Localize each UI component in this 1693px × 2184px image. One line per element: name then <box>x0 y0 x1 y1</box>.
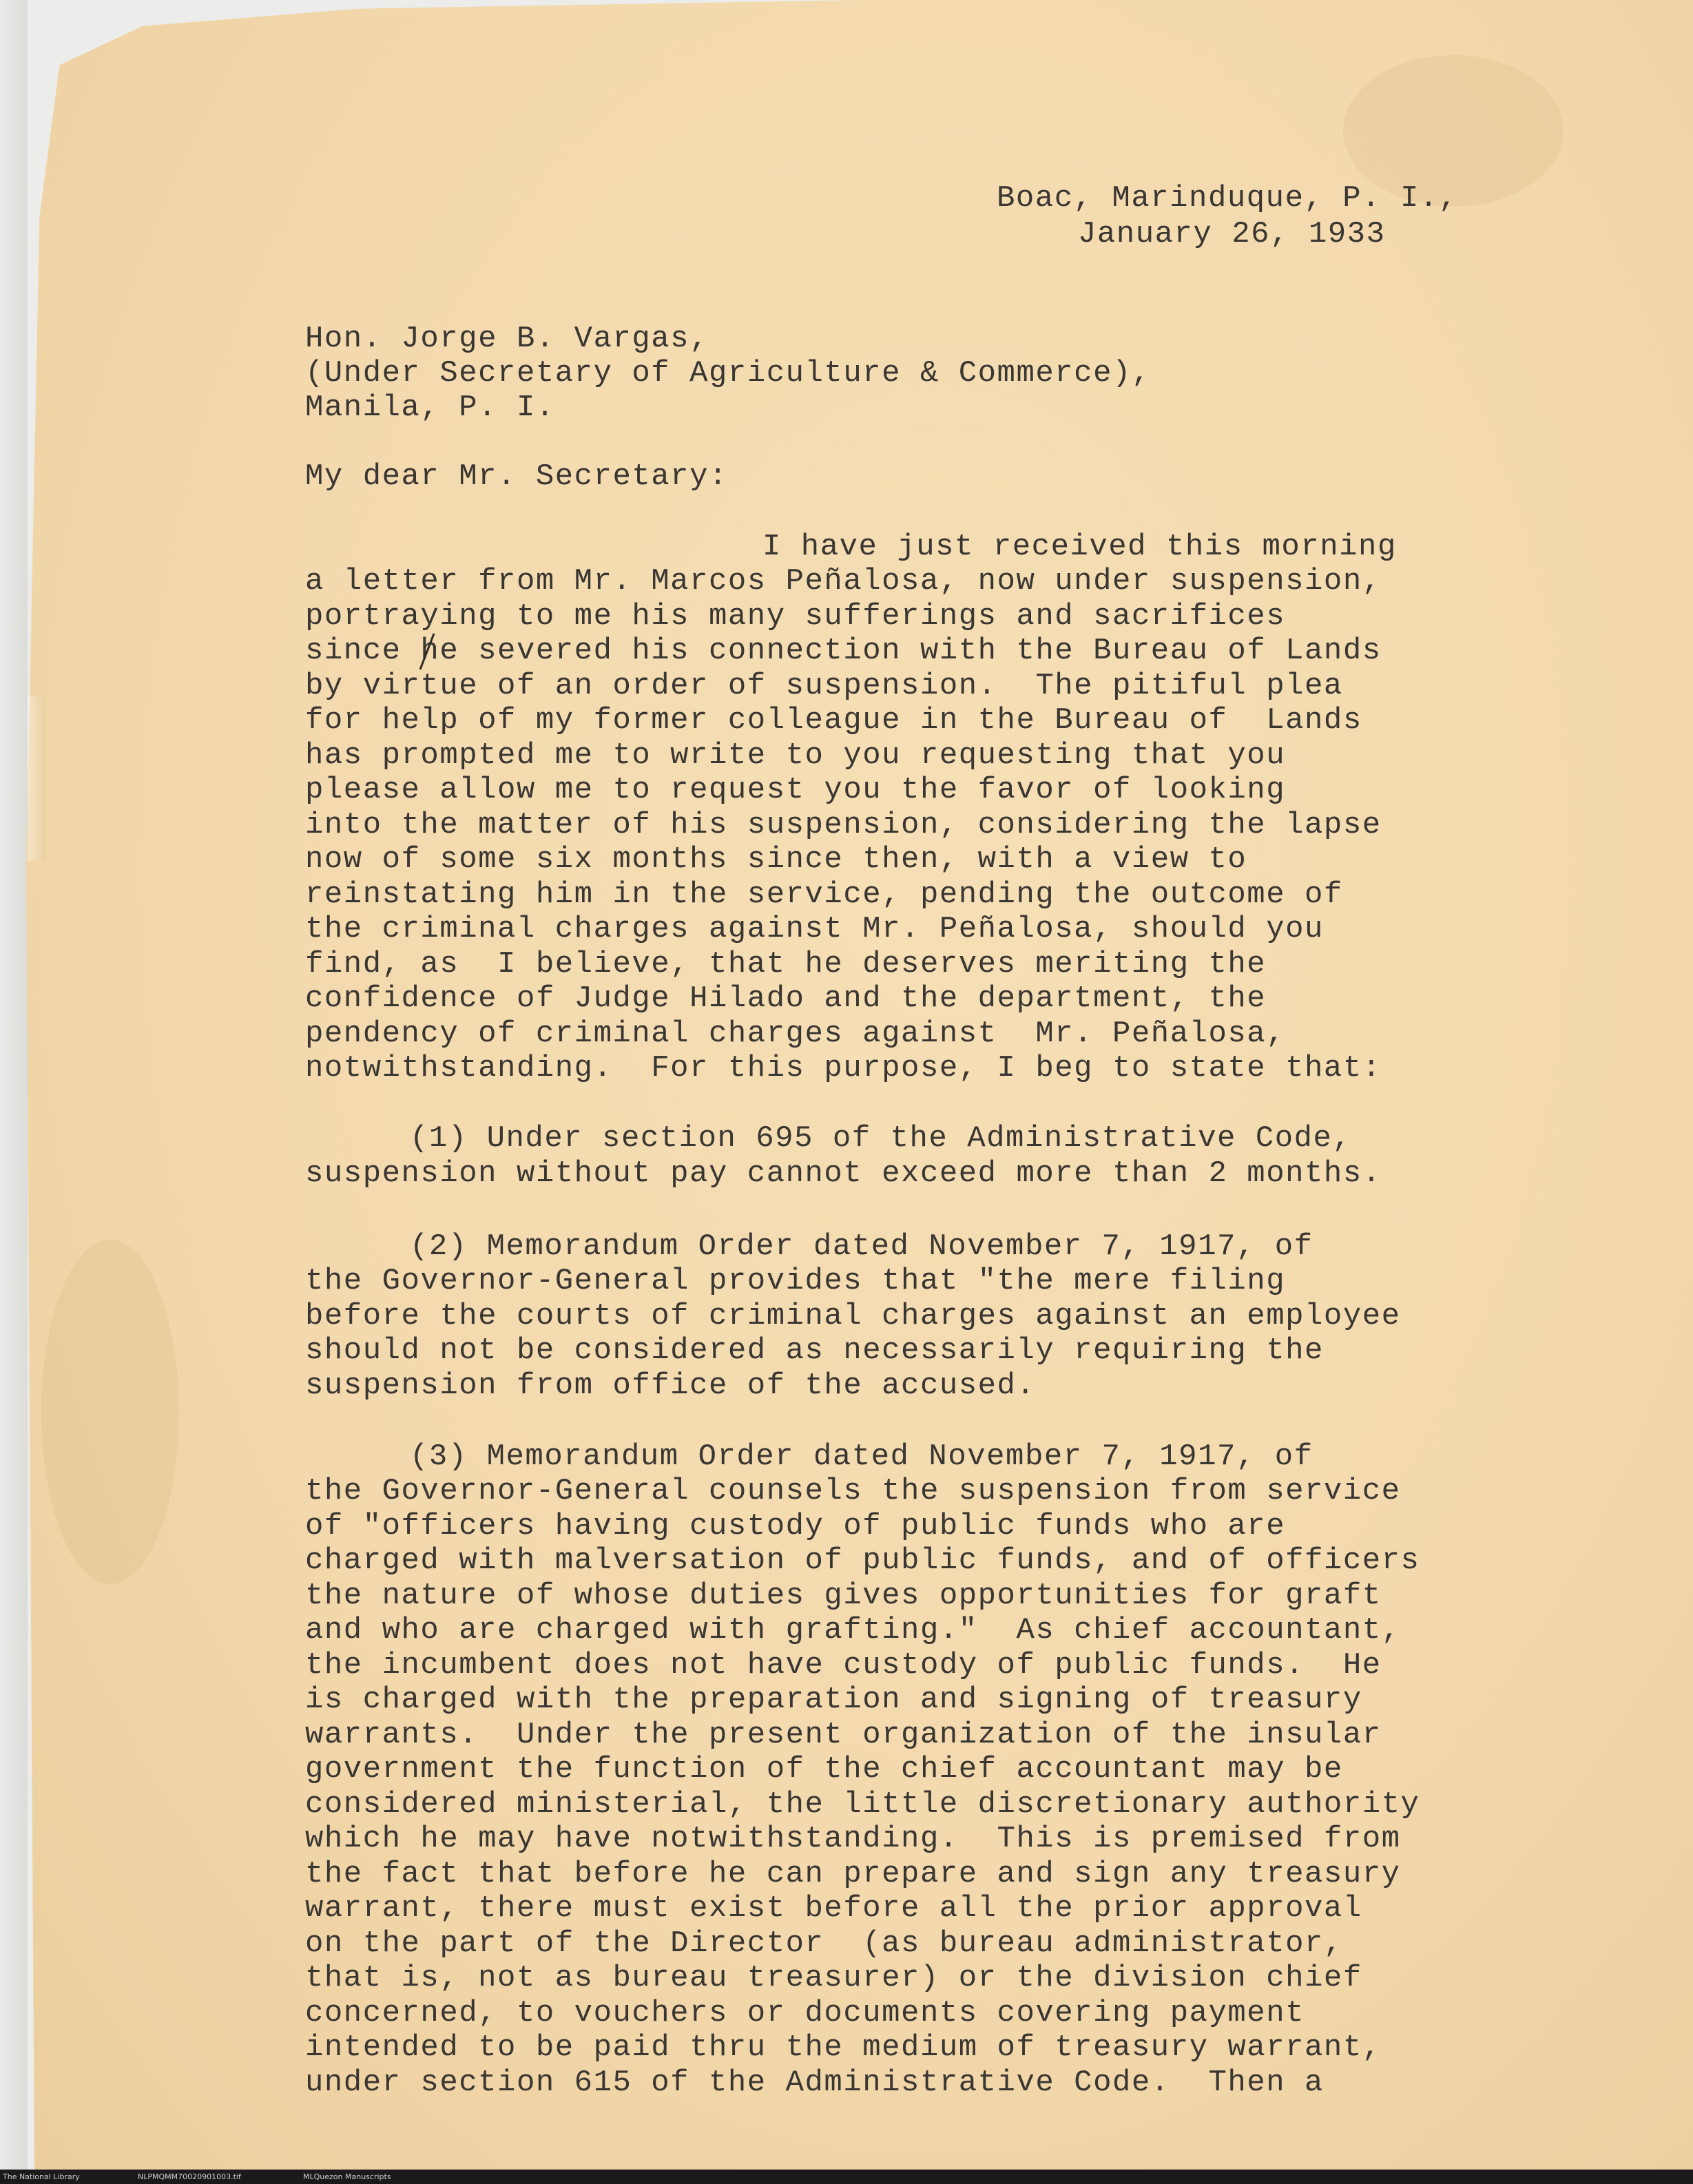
pen-stroke-mark <box>416 631 437 672</box>
dateline-place: Boac, Marinduque, P. I., <box>997 181 1458 216</box>
paragraph-1-line: since he severed his connection with the Bureau of Lands <box>305 634 1382 668</box>
point-3-line: the nature of whose duties gives opportunities for graft <box>305 1579 1382 1613</box>
paragraph-1-line: confidence of Judge Hilado and the department, the <box>305 981 1267 1016</box>
point-3-line: the fact that before he can prepare and sign any treasury <box>305 1857 1401 1891</box>
point-3-line: of "officers having custody of public funds who are <box>305 1509 1286 1543</box>
footer-collection: MLQuezon Manuscripts <box>303 2172 391 2181</box>
addressee-line: Hon. Jorge B. Vargas, <box>305 322 709 356</box>
point-2-line: the Governor-General provides that "the mere filing <box>305 1264 1286 1298</box>
paragraph-1-line: please allow me to request you the favor of looking <box>305 773 1286 807</box>
paragraph-1-line: into the matter of his suspension, considering the lapse <box>305 808 1382 842</box>
paragraph-1-line: notwithstanding. For this purpose, I beg to state that: <box>305 1051 1382 1085</box>
footer-library: The National Library <box>3 2172 80 2181</box>
point-3-line: concerned, to vouchers or documents covering payment <box>305 1996 1305 2030</box>
paragraph-1-line: a letter from Mr. Marcos Peñalosa, now under suspension, <box>305 564 1382 599</box>
point-3-line: and who are charged with grafting." As chief accountant, <box>305 1613 1401 1647</box>
paragraph-1-line: by virtue of an order of suspension. The pitiful plea <box>305 669 1343 703</box>
addressee-line: Manila, P. I. <box>305 391 555 425</box>
paragraph-1-line: now of some six months since then, with a view to <box>305 842 1247 877</box>
point-2-line: before the courts of criminal charges against an employee <box>305 1299 1401 1333</box>
point-3-line: the incumbent does not have custody of public funds. He <box>305 1648 1382 1683</box>
paragraph-1-line: reinstating him in the service, pending the outcome of <box>305 877 1343 912</box>
point-3-line: which he may have notwithstanding. This is premised from <box>305 1822 1401 1856</box>
dateline-date: January 26, 1933 <box>1078 217 1386 251</box>
point-1-line: suspension without pay cannot exceed more than 2 months. <box>305 1156 1382 1191</box>
point-2-line: should not be considered as necessarily requiring the <box>305 1333 1324 1368</box>
paragraph-1-line: for help of my former colleague in the Bureau of Lands <box>305 703 1362 738</box>
paragraph-1-line: pendency of criminal charges against Mr. Peñalosa, <box>305 1017 1286 1051</box>
paragraph-1-line: has prompted me to write to you requesting that you <box>305 738 1286 773</box>
paragraph-1-line: portraying to me his many sufferings and sacrifices <box>305 599 1286 634</box>
point-3-line: government the function of the chief accountant may be <box>305 1752 1343 1787</box>
addressee-line: (Under Secretary of Agriculture & Commerce), <box>305 356 1151 391</box>
point-3-line: the Governor-General counsels the suspension from service <box>305 1474 1401 1508</box>
point-3-line: warrant, there must exist before all the prior approval <box>305 1891 1362 1926</box>
point-3-line: charged with malversation of public funds, and of officers <box>305 1543 1420 1578</box>
point-2-line: (2) Memorandum Order dated November 7, 1917, of <box>410 1229 1313 1264</box>
point-1-line: (1) Under section 695 of the Administrative Code, <box>410 1121 1352 1156</box>
paragraph-1-line: find, as I believe, that he deserves meriting the <box>305 947 1267 981</box>
point-3-line: warrants. Under the present organization of the insular <box>305 1718 1382 1752</box>
point-2-line: suspension from office of the accused. <box>305 1369 1036 1403</box>
scan-footer-bar <box>0 2170 1693 2184</box>
point-3-line: intended to be paid thru the medium of treasury warrant, <box>305 2030 1382 2065</box>
salutation: My dear Mr. Secretary: <box>305 459 728 494</box>
point-3-line: that is, not as bureau treasurer) or the division chief <box>305 1961 1362 1995</box>
point-3-line: is charged with the preparation and signing of treasury <box>305 1683 1362 1717</box>
point-3-line: under section 615 of the Administrative Code. Then a <box>305 2066 1324 2100</box>
paragraph-1-line: the criminal charges against Mr. Peñalosa, should you <box>305 912 1324 946</box>
footer-filename: NLPMQMM70020901003.tif <box>138 2172 241 2181</box>
paragraph-1-line: I have just received this morning <box>762 530 1397 564</box>
point-3-line: on the part of the Director (as bureau administrator, <box>305 1926 1343 1961</box>
point-3-line: considered ministerial, the little discretionary authority <box>305 1787 1420 1822</box>
point-3-line: (3) Memorandum Order dated November 7, 1917, of <box>410 1439 1313 1474</box>
